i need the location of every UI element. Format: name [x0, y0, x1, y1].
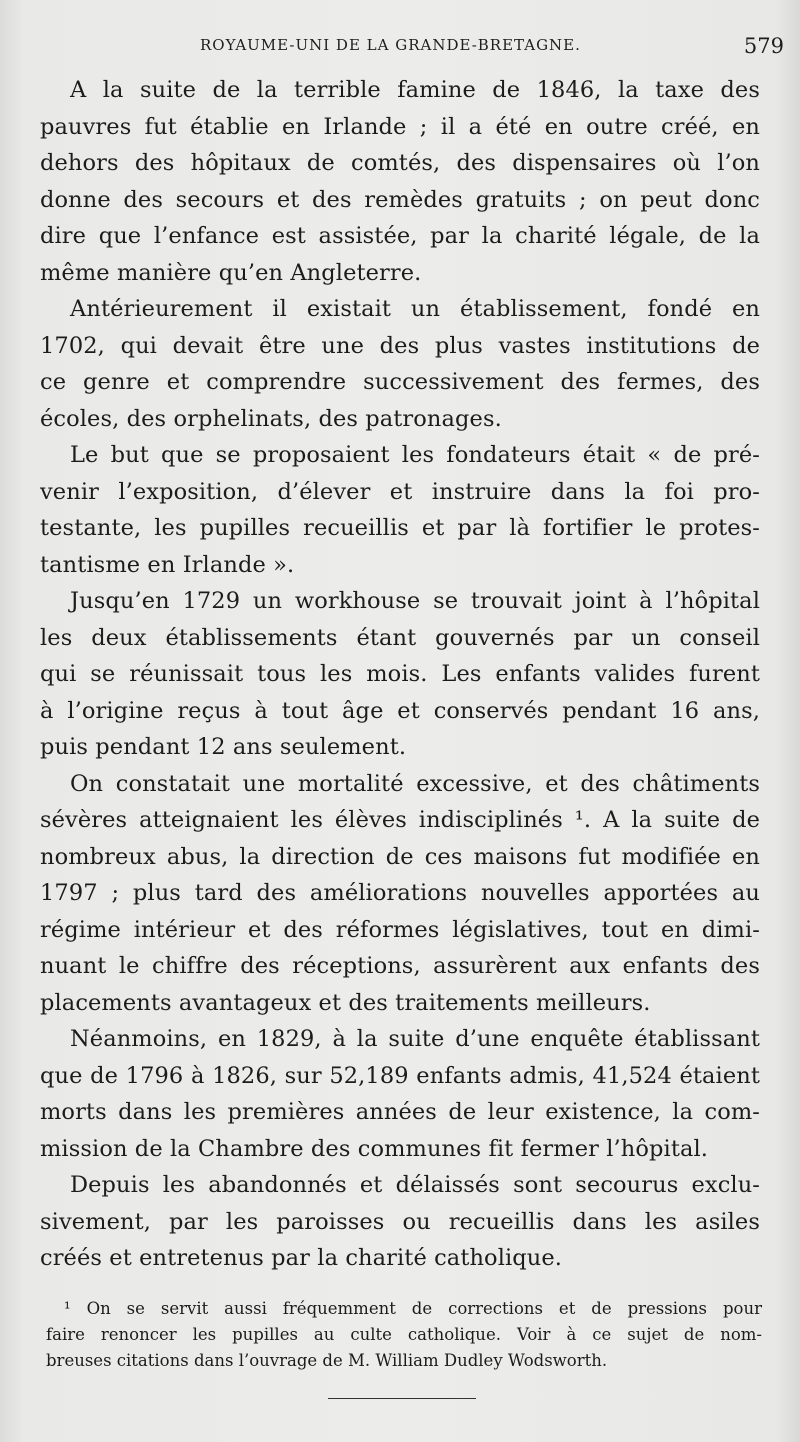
text-line: pauvres fut établie en Irlande ; il a été en outre créé, en [40, 113, 760, 140]
text-line: à l’origine reçus à tout âge et conservés pendant 16 ans, [40, 697, 760, 724]
page-number: 579 [743, 34, 784, 58]
text-line: nombreux abus, la direction de ces maisons fut modifiée en [40, 843, 760, 870]
text-line: donne des secours et des remèdes gratuits ; on peut donc [40, 186, 760, 213]
text-line: A la suite de la terrible famine de 1846, la taxe des [70, 77, 760, 103]
text-line: même manière qu’en Angleterre. [40, 259, 422, 286]
text-line: testante, les pupilles recueillis et par là fortifier le protes- [40, 515, 760, 541]
text-line: Depuis les abandonnés et délaissés sont secourus exclu- [70, 1172, 760, 1198]
text-line: sévères atteignaient les élèves indisciplinés ¹. A la suite de [40, 807, 760, 833]
text-line: Antérieurement il existait un établissement, fondé en [70, 296, 760, 322]
text-line: Le but que se proposaient les fondateurs était « de pré- [70, 442, 760, 468]
text-line: mission de la Chambre des communes fit fermer l’hôpital. [40, 1135, 709, 1162]
text-line: venir l’exposition, d’élever et instruire dans la foi pro- [40, 478, 760, 505]
text-line: Néanmoins, en 1829, à la suite d’une enquête établissant [70, 1026, 760, 1052]
running-header: ROYAUME-UNI DE LA GRANDE-BRETAGNE. [200, 36, 581, 54]
text-line: dire que l’enfance est assistée, par la charité légale, de la [40, 223, 760, 249]
footnote-line: ¹ On se servit aussi fréquemment de corrections et de pressions pour [64, 1299, 762, 1318]
text-line: écoles, des orphelinats, des patronages. [40, 405, 502, 432]
body-text [40, 72, 760, 1277]
footnote-line: breuses citations dans l’ouvrage de M. William Dudley Wodsworth. [46, 1351, 608, 1370]
text-line: créés et entretenus par la charité catholique. [40, 1245, 563, 1271]
footnote-line: faire renoncer les pupilles au culte catholique. Voir à ce sujet de nom- [46, 1325, 762, 1344]
text-line: nuant le chiffre des réceptions, assurèrent aux enfants des [40, 953, 760, 979]
text-line: placements avantageux et des traitements meilleurs. [40, 989, 651, 1016]
text-line: régime intérieur et des réformes législatives, tout en dimi- [40, 916, 760, 943]
text-line: que de 1796 à 1826, sur 52,189 enfants admis, 41,524 étaient [40, 1062, 760, 1089]
text-line: On constatait une mortalité excessive, et des châtiments [70, 770, 760, 797]
text-line: tantisme en Irlande ». [40, 551, 295, 578]
text-line: 1797 ; plus tard des améliorations nouvelles apportées au [40, 880, 760, 906]
text-line: puis pendant 12 ans seulement. [40, 734, 407, 760]
text-line: 1702, qui devait être une des plus vastes institutions de [40, 332, 760, 359]
text-line: ce genre et comprendre successivement des fermes, des [40, 369, 760, 395]
text-line: qui se réunissait tous les mois. Les enfants valides furent [40, 661, 760, 687]
text-line: morts dans les premières années de leur existence, la com- [40, 1099, 760, 1125]
bottom-rule [328, 1398, 476, 1399]
text-line: Jusqu’en 1729 un workhouse se trouvait joint à l’hôpital [70, 588, 760, 614]
footnotes [46, 1296, 762, 1374]
text-line: les deux établissements étant gouvernés par un conseil [40, 624, 760, 651]
text-line: dehors des hôpitaux de comtés, des dispensaires où l’on [40, 150, 760, 176]
text-line: sivement, par les paroisses ou recueillis dans les asiles [40, 1208, 760, 1235]
